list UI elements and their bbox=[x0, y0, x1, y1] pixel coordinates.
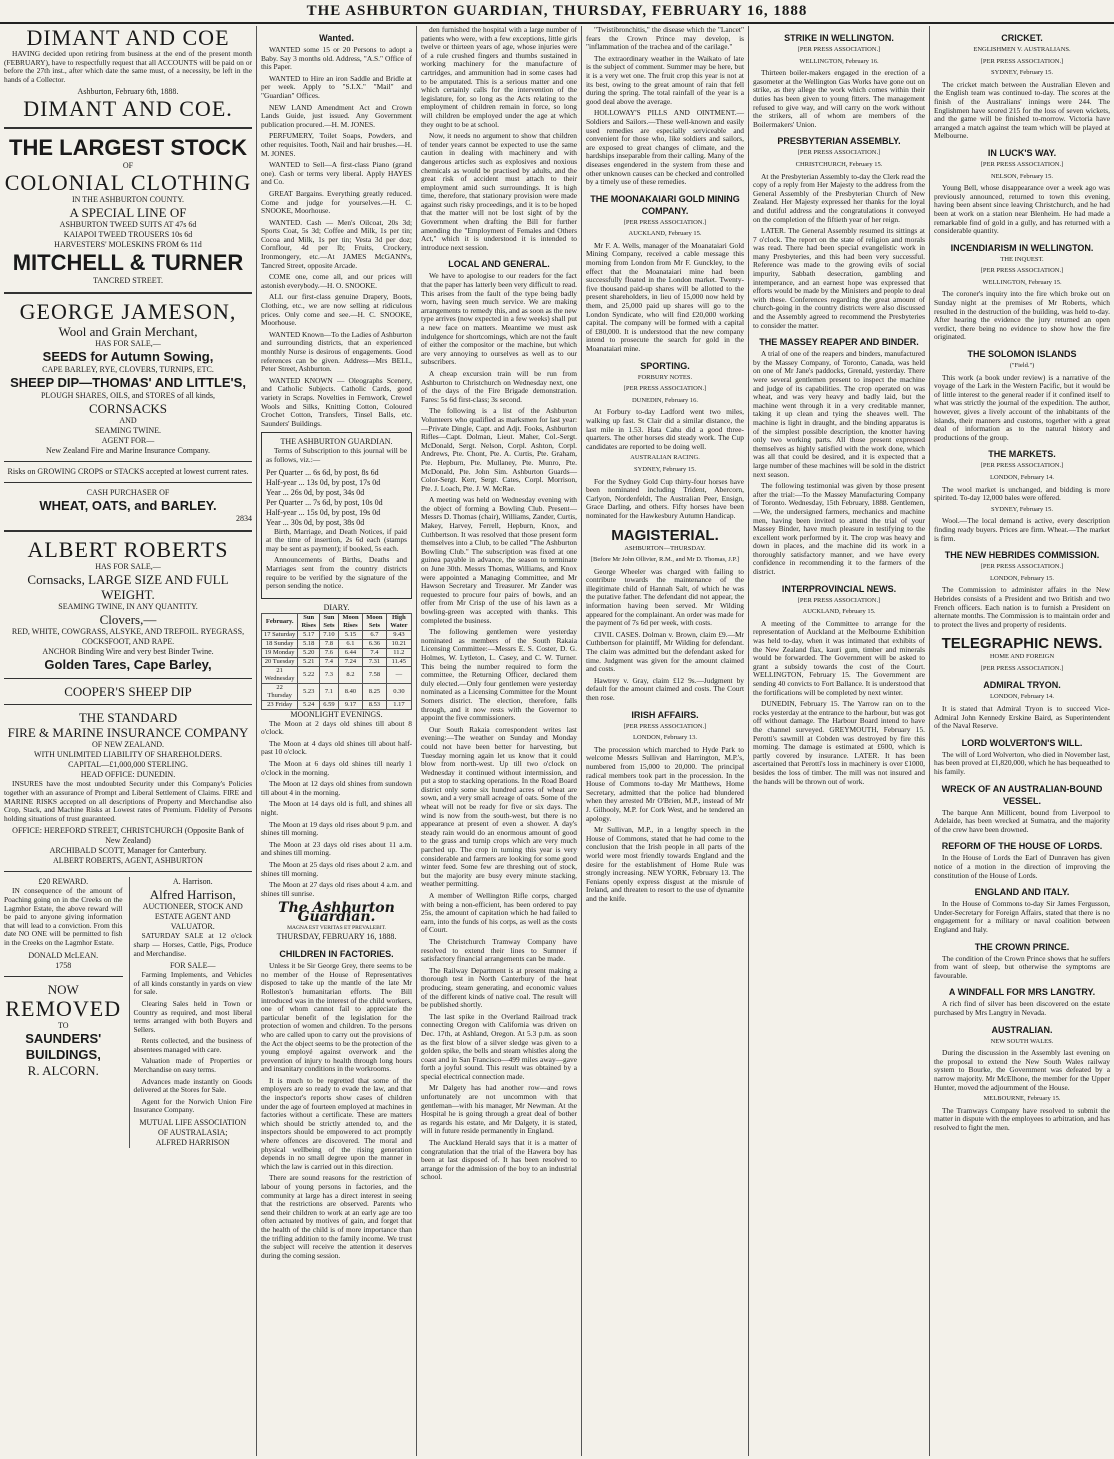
risks-line: Risks on GROWING CROPS or STACKS accepted at lowest current rates. bbox=[7, 467, 249, 477]
press-association-label: [PER PRESS ASSOCIATION.] bbox=[980, 462, 1064, 470]
harrison-ad bbox=[129, 877, 253, 1148]
divider bbox=[4, 678, 252, 679]
news-paragraph: DUNEDIN, February 15. The Yarrow ran on to the rocks yesterday at the entrance to the harbour, but was got off without damage. The Harbour Board intend to have the channel surveyed. GREYMOUTH, February 15. Perotti's sawmill at Cobden was destroyed by fire this morning. The damage is estimated at £600, which is partly covered by insurance. LATER. It has been ascertained that Perotti's loss in machinery is over £1000, besides the loss of timber. The mill was not insured and the hands will be thrown out of work. bbox=[753, 699, 925, 786]
diary-cell: 7.58 bbox=[363, 666, 387, 683]
diary-cell: 8.25 bbox=[363, 683, 387, 700]
news-paragraph: The barque Ann Millicent, bound from Liverpool to Adelaide, has been wrecked at Sumatra, and the majority of the crew have been drowned. bbox=[934, 807, 1110, 834]
diary-cell: 7.10 bbox=[320, 630, 339, 639]
moon-note: The Moon at 25 days old rises about 2 a.m. and shines till morning. bbox=[261, 860, 412, 878]
classified-ad: WANTED some 15 or 20 Persons to adopt a Baby. Say 3 months old. Address, "A.S." Office of this Paper. bbox=[261, 45, 412, 72]
diary-heading: DIARY. bbox=[323, 602, 350, 612]
news-paragraph: A member of Wellington Rifle corps, charged with being a non-efficient, has been ordered to pay 25s, the amount of capitation which he had failed to earn, into the funds of his corps, as well as the costs of Court. bbox=[421, 891, 577, 935]
press-association-label: [PER PRESS ASSOCIATION.] bbox=[623, 722, 707, 730]
seeds-list: CAPE BARLEY, RYE, CLOVERS, TURNIPS, ETC. bbox=[42, 365, 214, 375]
subscription-terms: Terms of Subscription to this journal will be as follows, viz.:— bbox=[266, 446, 407, 464]
cornsacks-line: Cornsacks, LARGE SIZE AND FULL WEIGHT. bbox=[27, 572, 229, 603]
reward-heading: £20 REWARD. bbox=[38, 877, 89, 887]
paper-motto: MAGNA EST VERITAS ET PREVALEBIT. bbox=[287, 924, 386, 931]
admiral-heading: ADMIRAL TRYON. bbox=[983, 680, 1061, 691]
moon-note: The Moon at 2 days old shines till about 8 o'clock. bbox=[261, 718, 412, 737]
moon-note: The Moon at 23 days old rises about 11 a.m. and shines till morning. bbox=[261, 839, 412, 858]
dateline: LONDON, February 14. bbox=[990, 473, 1054, 481]
diary-cell: 0.30 bbox=[386, 683, 411, 700]
australian-racing-subheading: AUSTRALIAN RACING. bbox=[630, 454, 700, 462]
announcements-notice: Announcements of Births, Deaths and Marriages sent from the country districts require to be verified by the signature of the person sending the notice. bbox=[266, 555, 407, 591]
presbyterian-heading: PRESBYTERIAN ASSEMBLY. bbox=[777, 136, 901, 147]
diary-column-header: Sun Rises bbox=[298, 613, 320, 630]
diary-header-row bbox=[262, 613, 412, 630]
diary-cell: 5.20 bbox=[298, 648, 320, 657]
divider bbox=[4, 482, 252, 483]
classified-ad: WANTED to Sell—A first-class Piano (grand one). Cash or terms very liberal. Apply HAYES and Co. bbox=[261, 160, 412, 187]
divider bbox=[4, 704, 252, 705]
hebrides-heading: THE NEW HEBRIDES COMMISSION. bbox=[944, 550, 1100, 561]
wanted-heading: Wanted. bbox=[319, 33, 354, 43]
divider bbox=[4, 530, 252, 532]
diary-cell: 5.17 bbox=[298, 630, 320, 639]
diary-body bbox=[262, 630, 412, 709]
clearing-text: Clearing Sales held in Town or Country as required, and most liberal terms arranged with both Buyers and Sellers. bbox=[133, 998, 252, 1034]
rents-text: Rents collected, and the business of absentees managed with care. bbox=[133, 1036, 252, 1054]
moon-note: The Moon at 12 days old shines from sundown till about 4 in the morning. bbox=[261, 779, 412, 797]
plough-line: PLOUGH SHARES, OILS, and STORES of all kinds, bbox=[40, 391, 216, 401]
standard-heading: THE STANDARD bbox=[78, 710, 178, 726]
dateline: AUCKLAND, February 15. bbox=[802, 608, 876, 616]
dateline: LONDON, February 15. bbox=[990, 574, 1054, 582]
forbury-subheading: FORBURY NOTES. bbox=[637, 373, 693, 381]
mclean-signature: DONALD McLEAN. bbox=[28, 950, 99, 960]
dimant-date: Ashburton, February 6th, 1888. bbox=[77, 87, 179, 97]
diary-cell: 21 Wednesday bbox=[262, 666, 298, 683]
divider bbox=[4, 292, 252, 294]
diary-cell: 7.3 bbox=[320, 666, 339, 683]
mutual-label: MUTUAL LIFE ASSOCIATION OF AUSTRALASIA; bbox=[139, 1118, 247, 1138]
subscription-rate: Per Quarter ... 6s 6d, by post, 8s 6d bbox=[266, 467, 379, 477]
news-paragraph: The will of Lord Wolverton, who died in November last, has been proved at £1,820,000, which he has bequeathed to his family. bbox=[934, 749, 1110, 777]
news-paragraph: For the Sydney Gold Cup thirty-four horses have been nominated including Trident, Abercorn, Carlyon, Nordenfeldt, The Australian Peer, Ensign, Grace Darling, and others. Fifty horses have been nominated for the Hawkesbury Autumn Handicap. bbox=[586, 476, 744, 520]
seaming-twine-line: SEAMING TWINE, IN ANY QUANTITY. bbox=[58, 602, 198, 612]
dateline: DUNEDIN, February 16. bbox=[631, 396, 699, 404]
news-paragraph: Our South Rakaia correspondent writes last evening:—The weather on Sunday and Monday could not have been better for harvesting, but Tuesday morning again let us know that it could blow from north-west. Up till two o'clock on Wednesday it continued without intermission, and put a stop to stacking operations. In the Road Board district only some six hundred acres of wheat are sown, and a very small acreage of oats. Some of the wheat will not be ready for five or six days. The wind is now from the south-west, but there is no appearance at present of even a shower. A day's steady rain would do an enormous amount of good to the grass and turnip crops which are very much parched up. The crop in turning this year is very considerable and farmers are looking for some good winter feed. Some few are threshing out of stock, but the majority are busy every minute stacking, weather permitting. bbox=[421, 724, 577, 889]
seeds-heading: SEEDS for Autumn Sowing, bbox=[42, 349, 214, 365]
diary-cell: — bbox=[386, 666, 411, 683]
dateline: NELSON, February 15. bbox=[990, 172, 1054, 180]
england-italy-heading: ENGLAND AND ITALY. bbox=[974, 887, 1070, 898]
classified-ad: WANTED Known—To the Ladies of Ashburton and surrounding districts, that an experienced monthly Nurse is desirous of engagements. Good references can be given. Address—Mrs BELL, Peter Street, Ashburton. bbox=[261, 329, 412, 374]
subscription-heading: THE ASHBURTON GUARDIAN. bbox=[280, 437, 393, 447]
diary-row bbox=[262, 657, 412, 666]
paper-dateline: THURSDAY, FEBRUARY 16, 1888. bbox=[276, 932, 397, 942]
interprovincial-heading: INTERPROVINCIAL NEWS. bbox=[781, 583, 897, 594]
classified-ad: WANTED. Cash — Men's Oilcoat, 20s 3d; Sports Coat, 5s 3d; Coffee and Milk, 1s per tin; Cocoa and Milk, 1s per tin; Vesta 3d per doz; Cornflour, 4d per lb; Fruits, Crockery, Ironmongery, etc.—At JAMES McGANN's, Tancred Street, opposite Arcade. bbox=[261, 217, 412, 270]
mitchell-turner-heading: MITCHELL & TURNER bbox=[12, 250, 244, 276]
dateline: LONDON, February 13. bbox=[633, 734, 697, 742]
subscription-rate: Half-year ... 15s 0d, by post, 19s 0d bbox=[266, 507, 381, 517]
nsw-subheading: NEW SOUTH WALES. bbox=[990, 1037, 1054, 1045]
harrison-signature: ALFRED HARRISON bbox=[155, 1138, 230, 1148]
moon-note: The Moon at 27 days old rises about 4 a.m. and shines till sunrise. bbox=[261, 880, 412, 898]
news-paragraph: A cheap excursion train will be run from Ashburton to Christchurch on Wednesday next, one of the days of the Fire Brigade demonstration. Fares: 5s 6d first-class; 3s second. bbox=[421, 368, 577, 404]
diary-cell: 20 Tuesday bbox=[262, 657, 298, 666]
diary-cell: 5.15 bbox=[338, 630, 362, 639]
news-paragraph: LATER. The General Assembly resumed its sittings at 7 o'clock. The report on the state of religion and morals was read. There had been special evangelistic work in many Presbyteries, and this had been very successful. Reference was made to the growing evils of social impurity, Sabbath desecration, gambling and intemperance, and an earnest hope was expressed that efforts would be made by the Ministers and people to deal with these. Conferences regarding the great amount of church-going in the country districts were also discussed and the Assembly agreed to recommend the Presbyteries to consider the matter. bbox=[753, 226, 925, 330]
diary-cell: 7.31 bbox=[363, 657, 387, 666]
article-paragraph: There are sound reasons for the restriction of labour of young persons in factories, and the community at large has a direct interest in seeing that the restrictions are observed. Parents who send their children to work at an early age are too often actuated by motives of gain, and forget that the health of the child is of more importance than the trifling addition to the family income. We trust the subject will receive the attention it deserves during the coming session. bbox=[261, 1173, 412, 1260]
diary-cell: 10.21 bbox=[386, 639, 411, 648]
inquest-subheading: THE INQUEST. bbox=[1000, 255, 1044, 263]
has-for-sale-label: HAS FOR SALE,— bbox=[95, 339, 161, 349]
news-paragraph: The Railway Department is at present making a thorough test in North Canterbury of the heat producing, steam generating, and economic values of the different kinds of native coal. The result will be published shortly. bbox=[421, 965, 577, 1010]
news-paragraph: The wool market is unchanged, and bidding is more spirited. To-day 12,000 bales were offered. bbox=[934, 484, 1110, 503]
diary-cell: 11.45 bbox=[386, 657, 411, 666]
news-paragraph: The Commission to administer affairs in the New Hebrides consists of a President and two British and two French officers. Each nation is to furnish a President on alternate months. The Commission is to maintain order and to protect the lives and property of residents. bbox=[934, 585, 1110, 629]
local-general-heading: LOCAL AND GENERAL. bbox=[448, 259, 550, 270]
news-paragraph: The Tramways Company have resolved to submit the matter in dispute with the employees to arbitration, and has resolved to fight the men. bbox=[934, 1105, 1110, 1132]
diary-row bbox=[262, 683, 412, 700]
dateline: MELBOURNE, February 15. bbox=[983, 1095, 1061, 1103]
paper-title: The Ashburton Guardian. bbox=[278, 900, 395, 925]
classified-ad: NEW LAND Amendment Act and Crown Lands Guide, just issued. Any Government publication procured.—H. M. JONES. bbox=[261, 102, 412, 129]
capital-label: CAPITAL—£1,000,000 STERLING. bbox=[68, 760, 188, 770]
diary-row bbox=[262, 666, 412, 683]
diary-row bbox=[262, 700, 412, 709]
diary-cell: 6.59 bbox=[320, 700, 339, 709]
diary-cell: 5.18 bbox=[298, 639, 320, 648]
diary-cell: 5.23 bbox=[298, 683, 320, 700]
diary-column-header: February. bbox=[262, 613, 298, 630]
diary-cell: 7.1 bbox=[320, 683, 339, 700]
sporting-heading: SPORTING. bbox=[640, 360, 690, 371]
births-notice: Birth, Marriage, and Death Notices, if paid at the time of insertion, 2s 6d each (stamps may be sent as payment); if booked, 5s each. bbox=[266, 526, 407, 553]
moon-note: The Moon at 19 days old rises about 9 p.m. and shines till morning. bbox=[261, 819, 412, 838]
masthead: THE ASHBURTON GUARDIAN, THURSDAY, FEBRUARY 16, 1888 bbox=[0, 0, 1114, 24]
left-ads bbox=[4, 877, 123, 1148]
classified-ad: WANTED to Hire an iron Saddle and Bridle at per week. Apply to "S.I.X." "Mail" and "Guardian" Offices. bbox=[261, 73, 412, 100]
diary-cell: 5.22 bbox=[298, 666, 320, 683]
special-line-heading: A SPECIAL LINE OF bbox=[69, 205, 187, 221]
jameson-heading: GEORGE JAMESON, bbox=[19, 299, 237, 325]
classified-column bbox=[256, 26, 416, 1456]
diary-cell: 9.17 bbox=[338, 700, 362, 709]
advances-text: Advances made instantly on Goods delivered at the Stores for Sale. bbox=[133, 1076, 252, 1095]
county-label: IN THE ASHBURTON COUNTY. bbox=[72, 195, 184, 205]
diary-table bbox=[261, 613, 412, 710]
solomon-heading: THE SOLOMON ISLANDS bbox=[967, 349, 1077, 360]
telegrams-column bbox=[748, 26, 929, 1456]
diary-row bbox=[262, 639, 412, 648]
dateline: SYDNEY, February 15. bbox=[991, 69, 1053, 77]
subscription-rate: Per Quarter ... 7s 6d, by post, 10s 0d bbox=[266, 497, 383, 507]
strike-heading: STRIKE IN WELLINGTON. bbox=[784, 33, 894, 43]
news-paragraph: Hawtrey v. Gray, claim £12 9s.—Judgment by default for the amount claimed and costs. The Court then rose. bbox=[586, 675, 744, 702]
seaming-twine-label: SEAMING TWINE. bbox=[94, 426, 162, 436]
tancred-street-label: TANCRED STREET. bbox=[93, 276, 163, 286]
press-association-label: [PER PRESS ASSOCIATION.] bbox=[980, 160, 1064, 168]
for-sale-label: FOR SALE— bbox=[169, 961, 216, 971]
alcorn-signature: R. ALCORN. bbox=[27, 1062, 99, 1078]
dimant-signature: DIMANT AND COE. bbox=[23, 96, 233, 122]
news-paragraph: A rich find of silver has been discovered on the estate purchased by Mrs Langtry in Nevada. bbox=[934, 999, 1110, 1017]
subscription-rate: Half-year ... 13s 0d, by post, 17s 0d bbox=[266, 477, 381, 487]
incendiarism-heading: INCENDIARISM IN WELLINGTON. bbox=[950, 242, 1094, 253]
unlimited-liability-label: WITH UNLIMITED LIABILITY OF SHAREHOLDERS. bbox=[34, 750, 222, 760]
magisterial-bench: [Before Mr John Ollivier, R.M., and Mr D. Thomas, J.P.] bbox=[590, 556, 740, 564]
reward-notice: IN consequence of the amount of Poaching going on in the Creeks on the Lagmhor Estate, the above reward will be paid to anyone giving information that will lead to a conviction. From this date NO ONE will be permitted to fish in the Creeks on the Lagmhor Estate. bbox=[4, 886, 123, 947]
dateline: AUCKLAND, February 15. bbox=[628, 230, 702, 238]
fire-marine-heading: FIRE & MARINE INSURANCE COMPANY bbox=[7, 725, 249, 741]
harrison-label: A. Harrison. bbox=[172, 877, 213, 887]
news-paragraph: A meeting of the Committee to arrange for the representation of Auckland at the Melbourne Exhibition was held to-day, when it was intimated that exhibits of the New Zealand flax, kauri gum, timber and minerals would be forwarded. The Government will be asked to grant a subsidy towards the cost of the Court. WELLINGTON, February 15. The Government are sending 40 convicts to Fort Ballance. It is understood that the fortifications will be completed by next winter. bbox=[753, 618, 925, 697]
magisterial-subheading: ASHBURTON—THURSDAY. bbox=[624, 544, 706, 552]
colonial-clothing-heading: COLONIAL CLOTHING bbox=[4, 170, 252, 196]
farming-text: Farming Implements, and Vehicles of all kinds constantly in yards on view for sale. bbox=[133, 970, 252, 997]
diary-cell: 7.4 bbox=[320, 657, 339, 666]
press-association-label: [PER PRESS ASSOCIATION.] bbox=[797, 46, 881, 53]
news-paragraph: CIVIL CASES. Dolman v. Brown, claim £9.—Mr Cuthbertson for plaintiff, Mr Wilding for defendant. The claim was admitted but the defendant asked for time. Judgment was given for the amount claimed and costs. bbox=[586, 629, 744, 674]
news-paragraph: Thirteen boiler-makers engaged in the erection of a gasometer at the Wellington Gas Works have gone out on strike, as they allege the work which comes within their duties has been given to young fitters. The management refused to give way, and will carry on the work without the strikers, all of whom are members of the Boilermakers' Union. bbox=[753, 68, 925, 129]
diary-cell: 19 Monday bbox=[262, 648, 298, 657]
news-paragraph: The following testimonial was given by those present after the trial:—To the Massey Manufacturing Company of Toronto. Wednesday, 15th February, 1888. Gentlemen,—We, the undersigned farmers, mechanics and machine men, having been invited to attend the trial of your Massey Binder, have much pleasure in testifying to the excellent work performed by it. The crop was heavy and down in places, and the machine did its work in a thoroughly satisfactory manner, and we have every confidence in recommending it to the farmers of the district. bbox=[753, 481, 925, 577]
dateline: SYDNEY, February 15. bbox=[634, 465, 696, 473]
news-paragraph: The last spike in the Overland Railroad track connecting Oregon with California was driven on Dec. 17th, at Ashland, Oregon. At 5.3 p.m. as soon as the first blow of a silver sledge was given to a golden spike, the bells and steam whistles along the coast and in San Francisco—499 miles away—gave forth a joyful sound. This result was obtained by a special electrical connection made. bbox=[421, 1011, 577, 1081]
news-paragraph: Wool.—The local demand is active, every description finding ready buyers. Prices are firm. Wheat.—The market is firm. bbox=[934, 516, 1110, 543]
windfall-heading: A WINDFALL FOR MRS LANGTRY. bbox=[948, 987, 1096, 998]
sheep-dip-heading: SHEEP DIP—THOMAS' AND LITTLE'S, bbox=[10, 375, 246, 391]
dimant-title: DIMANT AND COE bbox=[26, 26, 230, 50]
crown-prince-heading: THE CROWN PRINCE. bbox=[974, 941, 1070, 952]
diary-row bbox=[262, 648, 412, 657]
harrison-heading: Alfred Harrison, bbox=[149, 887, 236, 903]
local-news-column bbox=[416, 26, 581, 1456]
news-paragraph: It is stated that Admiral Tryon is to succeed Vice-Admiral John Kennedy Erskine Baird, as Superintendent of the Naval Reserve. bbox=[934, 704, 1110, 731]
divider bbox=[4, 461, 252, 462]
moon-note: The Moon at 6 days old shines till nearly 1 o'clock in the morning. bbox=[261, 759, 412, 777]
diary-cell: 8.53 bbox=[363, 700, 387, 709]
press-association-label: [PER PRESS ASSOCIATION.] bbox=[980, 664, 1064, 672]
reference-number: 2834 bbox=[236, 514, 252, 524]
diary-cell: 1.17 bbox=[386, 700, 411, 709]
news-column bbox=[581, 26, 748, 1456]
diary-cell: 6.1 bbox=[338, 639, 362, 648]
news-paragraph: The Auckland Herald says that it is a matter of congratulation that the trial of the Hawera boy has been at last disposed of. It has been resolved to arrange for the admission of the boy to an industrial school. bbox=[421, 1138, 577, 1182]
moon-note: The Moon at 4 days old shines till about half-past 10 o'clock. bbox=[261, 738, 412, 757]
agent-for-label: AGENT FOR— bbox=[101, 436, 155, 446]
diary-row bbox=[262, 630, 412, 639]
press-association-label: [PER PRESS ASSOCIATION.] bbox=[797, 596, 881, 604]
dimant-notice: HAVING decided upon retiring from business at the end of the present month (FEBRUARY), have to respectfully request that all ACCOUNTS will be paid on or before the 27th inst., after which date the same must, of a necessity, be left in the hands of a Collector. bbox=[4, 49, 252, 84]
cash-purchaser-label: CASH PURCHASER OF bbox=[86, 488, 170, 498]
lucky-heading: IN LUCK'S WAY. bbox=[987, 147, 1057, 158]
news-paragraph: Mr Dalgety has had another row—and rows unfortunately are not uncommon with that gentleman—with his manager, Mr Newman. At the Hospital he is going through a great deal of bother as regards his estate, and Mr Dalgety, it is stated, will in future reside permanently in England. bbox=[421, 1083, 577, 1136]
lower-ads-row bbox=[4, 877, 252, 1148]
clothing-line-1: ASHBURTON TWEED SUITS AT 47s 6d bbox=[59, 220, 197, 230]
diary-cell: 7.6 bbox=[320, 648, 339, 657]
diary-cell: 8.40 bbox=[338, 683, 362, 700]
news-paragraph: The cricket match between the Australian Eleven and the English team was continued to-day. The scores at the finish of the Australians' innings were 244. The Englishmen have scored 215 for the loss of seven wickets, and the game will be finished to-morrow. Victoria have arranged a match against the team which will be played at Melbourne. bbox=[934, 79, 1110, 141]
agent-name: ALBERT ROBERTS, AGENT, ASHBURTON bbox=[53, 856, 203, 866]
subscription-box bbox=[261, 432, 412, 598]
coopers-dip-heading: COOPER'S SHEEP DIP bbox=[64, 684, 192, 700]
diary-cell: 22 Thursday bbox=[262, 683, 298, 700]
news-paragraph: A meeting was held on Wednesday evening with the object of forming a Bowling Club. Present—Messrs D. Thomas (chair), Williams, Zander, Curtis, Makey, Harvey, Ferrell, Hepburn, Knox, and Cuthbertson. It was resolved that those present form themselves into a Club, to be called "The Ashburton Bowling Club." The subscription was fixed at one guinea payable in advance, the season to terminate on June 30th. Messrs Thomas, Williams, and Knox were appointed a Managing Committee, and Mr Hawson Secretary and Treasurer. Mr Zander was requested to procure four pairs of bowls, and an offer from Mr Crisp of the use of his lawn as a bowling-green was accepted with thanks. This completed the business. bbox=[421, 495, 577, 625]
news-paragraph: HOLLOWAY'S PILLS AND OINTMENT.—Soldiers and Sailors.—These well-known and easily used remedies are especially serviceable and convenient for those who, like soldiers and sailors, are exposed to great changes of climate, and the hardships inseparable from their calling. Many of the diseases engendered in the system from these and other unknown causes can be checked and controlled by a timely use of these remedies. bbox=[586, 108, 744, 187]
divider bbox=[4, 976, 123, 977]
news-paragraph: The following is a list of the Ashburton Volunteers who qualified as marksmen for last year:—Private Dingle, Capt. and Adjt. Fooks, Ashburton Rifles—Capt. Dolman, Lieut. Maher, Col.-Sergt. McDonald, Sergt. Nelson, Corpl. Ashton, Corpl. Andrews, Pte. Chont, Pte. A. Curtis, Pte. Graham, Pte. Hepburn, Pte. Mullaney, Pte. Munro, Pte. McDonald, Pte. John Sim. Ashburton Guards—Color-Sergt. Kerr, Sergt. Cates, Corpl. Morrison, Pte. J. Loach, Pte. J. W. McRae. bbox=[421, 406, 577, 493]
divider bbox=[4, 127, 252, 129]
manager-name: ARCHIBALD SCOTT, Manager for Canterbury. bbox=[49, 846, 207, 856]
news-paragraph: In the House of Commons to-day Sir James Fergusson, Under-Secretary for Foreign Affairs, stated that there is no engagement for a military or naval coalition between England and Italy. bbox=[934, 899, 1110, 934]
press-association-label: [PER PRESS ASSOCIATION.] bbox=[980, 267, 1064, 275]
anchor-wire-line: ANCHOR Binding Wire and very best Binder Twine. bbox=[42, 647, 214, 657]
news-paragraph: Mr Sullivan, M.P., in a lengthy speech in the House of Commons, stated that he had come to the conclusion that the Irish people in all parts of the world were most friendly towards England and the desire for the establishment of Home Rule was strongly increasing. NEW YORK, February 13. The Fenians openly express disgust at the misrule of Ireland, and threaten to resort to the use of dynamite and the knife. bbox=[586, 825, 744, 903]
news-paragraph: "Twistibronchitis," the disease which the "Lancet" fears the Crown Prince may develop, is "inflammation of the trachea and of the carilage." bbox=[586, 26, 744, 52]
insurance-notice: INSURES have the most undoubted Security under this Company's Policies together with an assurance of Prompt and Liberal Settlement of Claims. FIRE and MARINE RISKS accepted on all descriptions of Property and Merchandise also Crop, Stack, and Machine Risks at Lowest rates of Premium. Fidelity of Persons holding situations of trust guaranteed. bbox=[4, 779, 252, 823]
news-paragraph: At the Presbyterian Assembly to-day the Clerk read the copy of a reply from Her Majesty to the address from the General Assembly of the Presbyterian Church of New Zealand. Her Majesty expressed her thanks for the loyal and dutiful address and the congratulations it conveyed on the completion of the fiftieth year of her reign. bbox=[753, 171, 925, 224]
now-label: NOW bbox=[47, 981, 79, 997]
dateline: CHRISTCHURCH, February 15. bbox=[795, 160, 883, 168]
diary-cell: 11.2 bbox=[386, 648, 411, 657]
golden-tares-heading: Golden Tares, Cape Barley, bbox=[44, 657, 212, 673]
news-paragraph: George Wheeler was charged with failing to contribute towards the maintenance of the illegitimate child of Hannah Salt, of which he was the putative father. The defendant did not appear, the information having been served. Mr Wilding appeared for the complainant. An order was made for the payment of 7s 6d per week, with costs. bbox=[586, 566, 744, 628]
diary-cell: 8.2 bbox=[338, 666, 362, 683]
cricket-heading: CRICKET. bbox=[1001, 33, 1043, 43]
cornsacks-heading: CORNSACKS bbox=[88, 401, 168, 417]
wool-merchant-heading: Wool and Grain Merchant, bbox=[58, 324, 198, 340]
to-label: TO bbox=[57, 1020, 69, 1030]
press-association-label: [PER PRESS ASSOCIATION.] bbox=[623, 385, 707, 393]
wheat-oats-barley-heading: WHEAT, OATS, and BARLEY. bbox=[39, 498, 217, 514]
magisterial-heading: MAGISTERIAL. bbox=[611, 526, 719, 544]
clothing-line-2: KAIAPOI TWEED TROUSERS 10s 6d bbox=[63, 230, 193, 240]
diary-cell: 6.36 bbox=[363, 639, 387, 648]
diary-cell: 7.24 bbox=[338, 657, 362, 666]
subscription-rate: Year ... 30s 0d, by post, 38s 0d bbox=[266, 517, 365, 527]
news-paragraph: This work (a book under review) is a narrative of the voyage of the Lark in the Western Pacific, but it would be of little interest to the general reader if it confined itself to what was strictly the journal of the expedition. The author, however, gives a lively account of the inhabitants of the islands, their manners and customs, together with a great deal of information as to the natural history and productions of the group. bbox=[934, 372, 1110, 442]
news-paragraph: At Forbury to-day Ladford went two miles, walking up fast. St Clair did a similar distance, the last mile in 1.53. Hata Cahu did a good three-quarters. The other horses did steady work. The Cup candidates are reported to be doing well. bbox=[586, 407, 744, 451]
irish-affairs-heading: IRISH AFFAIRS. bbox=[631, 709, 699, 720]
press-association-label: [PER PRESS ASSOCIATION.] bbox=[980, 57, 1064, 65]
classified-ad: WANTED KNOWN — Oleographs Scenery, and Catholic Subjects. Catholic Cards, good variety in Scraps. Novelties in Fernwork, Crewel Wools and Silks, Knitting Cotton, Coloured Crochet Cotton, Transfers, Tinsel Balls, etc. Saunders' Buildings. bbox=[261, 375, 412, 428]
advertisement-column bbox=[0, 26, 256, 1456]
dateline: LONDON, February 14. bbox=[990, 693, 1054, 701]
wreck-heading: WRECK OF AN AUSTRALIAN-BOUND VESSEL. bbox=[941, 783, 1103, 806]
news-paragraph: During the discussion in the Assembly last evening on the proposal to extend the New South Wales railway system to Bourke, the Government was defeated by a narrow majority. Mr McElhone, the member for the Upper Hunter, moved the adjournment of the House. bbox=[934, 1048, 1110, 1092]
classified-ad: ALL our first-class genuine Drapery, Boots, Clothing, etc., we are now selling at ridiculous prices. Only come and see.—H. C. SNOOKE, Moorhouse. bbox=[261, 292, 412, 328]
news-paragraph: The coroner's inquiry into the fire which broke out on Sunday night at the premises of Mr Roberts, which resulted in the destruction of the building, was held to-day. After hearing the evidence the jury returned an open verdict, there being no evidence to show how the fire originated. bbox=[934, 289, 1110, 342]
of-new-zealand-label: OF NEW ZEALAND. bbox=[91, 740, 165, 750]
article-paragraph: den furnished the hospital with a large number of patients who were, with a few exceptions, little girls twelve or thirteen years of age, whose injuries were of a rule crushed fingers and thumbs sustained in working machinery for the manufacture of cartridges, and ammunition had in some cases had to be amputated. This is a serious matter and one which certainly calls for the intervention of the legislature, for, so long as the Acts relating to the employment of children remain in force, so long will children be employed under the age at which they ought to be at school. bbox=[421, 26, 577, 129]
news-paragraph: A trial of one of the reapers and binders, manufactured by the Massey Company, of Toronto, Canada, was held on one of Mr Jane's paddocks, Grenald, yesterday. There were several gentlemen present to inspect the machine and judge of its capabilities. The crop operated on was wheat, and was very heavy and badly laid, but the machine went through it in a very creditable manner, taking it up clean and tying the sheaves well. The machine is light in draught, and the binding apparatus is of the simplest possible description, the knotter having only two working parts. All those present expressed themselves as highly satisfied with the work done, which was all that could be desired, and it is expected that a large number of these machines will be sold in the district next season. bbox=[753, 349, 925, 479]
valuation-text: Valuation made of Properties or Merchandise on easy terms. bbox=[133, 1056, 252, 1075]
article-paragraph: Now, it needs no argument to show that children of tender years cannot be expected to use the same caution in dealing with machinery and with dangerous articles such as explosives and noxious chemicals as would be practised by adults, and the great risk of accident must attach to their employment amid such surroundings. It is high time, therefore, that stationary provision were made against such risky proceedings, and it is to be hoped that the matter will not be lost sight of by the Government when drafting the Bill for further amending the "Employment of Females and Others Act," which it is understood it is intended to introduce next session. bbox=[421, 131, 577, 252]
press-association-label: [PER PRESS ASSOCIATION.] bbox=[797, 149, 881, 157]
home-foreign-subheading: HOME AND FOREIGN bbox=[989, 653, 1055, 661]
markets-heading: THE MARKETS. bbox=[988, 449, 1056, 460]
press-association-label: [PER PRESS ASSOCIATION.] bbox=[623, 218, 707, 226]
diary-cell: 23 Friday bbox=[262, 700, 298, 709]
australian-heading: AUSTRALIAN. bbox=[991, 1024, 1053, 1035]
clovers-heading: Clovers,— bbox=[99, 612, 157, 628]
office-address: OFFICE: HEREFORD STREET, CHRISTCHURCH (Opposite Bank of New Zealand) bbox=[12, 826, 244, 846]
albert-roberts-heading: ALBERT ROBERTS bbox=[27, 537, 229, 563]
dateline: WELLINGTON, February 15. bbox=[982, 278, 1062, 286]
nz-fire-label: New Zealand Fire and Marine Insurance Company. bbox=[45, 446, 211, 456]
classified-ad: COME one, come all, and our prices will astonish everybody.—H. O. SNOOKE. bbox=[261, 272, 412, 290]
classified-ad: GREAT Bargains. Everything greatly reduced. Come and judge for yourselves.—H. C. SNOOKE, Moorhouse. bbox=[261, 188, 412, 216]
diary-cell: 6.7 bbox=[363, 630, 387, 639]
largest-stock-heading: THE LARGEST STOCK bbox=[9, 135, 247, 161]
solomon-subheading: ("Field.") bbox=[1009, 362, 1035, 370]
auctioneer-label: AUCTIONEER, STOCK AND ESTATE AGENT AND VALUATOR. bbox=[142, 902, 243, 932]
diary-cell: 5.21 bbox=[298, 657, 320, 666]
diary-column-header: High Water bbox=[386, 613, 411, 630]
diary-column-header: Moon Rises bbox=[338, 613, 362, 630]
diary-cell: 17 Saturday bbox=[262, 630, 298, 639]
diary-cell: 5.24 bbox=[298, 700, 320, 709]
saturday-sale-text: SATURDAY SALE at 12 o'clock sharp — Horses, Cattle, Pigs, Produce and Merchandise. bbox=[133, 931, 252, 958]
norwich-text: Agent for the Norwich Union Fire Insurance Company. bbox=[133, 1096, 252, 1115]
telegraphic-news-heading: TELEGRAPHIC NEWS. bbox=[941, 635, 1103, 653]
has-for-sale-label: HAS FOR SALE,— bbox=[95, 562, 161, 572]
news-paragraph: The condition of the Crown Prince shows that he suffers from want of sleep, but otherwise the symptoms are favourable. bbox=[934, 953, 1110, 980]
massey-heading: THE MASSEY REAPER AND BINDER. bbox=[759, 337, 919, 348]
diary-column-header: Moon Sets bbox=[363, 613, 387, 630]
reference-number: 1758 bbox=[55, 960, 72, 970]
reform-heading: REFORM OF THE HOUSE OF LORDS. bbox=[941, 841, 1103, 852]
clovers-list: RED, WHITE, COWGRASS, ALSYKE, AND TREFOIL. RYEGRASS, COCKSFOOT, AND RAPE. bbox=[11, 627, 245, 647]
diary-cell: 7.8 bbox=[320, 639, 339, 648]
head-office-label: HEAD OFFICE: DUNEDIN. bbox=[80, 770, 176, 780]
article-paragraph: Unless it be Sir George Grey, there seems to be no member of the House of Representatives disposed to take up the mantle of the late Mr Rolleston's humanitarian efforts. The Bill introduced was in the interest of the child workers, one of whom cannot fail to appreciate the particular benefit of the legislation for the protection of women and children. To the persons who are called upon to carry out the provisions of the Act the object seems to be the protection of the young employé against overwork and the prevention of injury to health through long hours and insanitary conditions in the workrooms. bbox=[261, 961, 412, 1074]
removed-heading: REMOVED bbox=[5, 995, 122, 1021]
classified-ad: PERFUMERY, Toilet Soaps, Powders, and other requisites. Tooth, Nail and hair brushes.—H. M. JONES. bbox=[261, 131, 412, 158]
news-paragraph: The following gentlemen were yesterday nominated as members of the South Rakaia Licensing Committee:—Messrs E. S. Coster, D. G. Holmes, W. Lytleton, L. Casey, and C. W. Turner. This being the number required to form the committee, the Returning Officer, declared them duly elected.—Only four gentlemen were yesterday nominated as a Licensing Committee for the Mount Somers district. The election, therefore, falls through, and it now rests with the Governor to appoint the five commissioners. bbox=[421, 627, 577, 723]
factories-heading: CHILDREN IN FACTORIES. bbox=[279, 949, 394, 960]
news-paragraph: The Christchurch Tramway Company have resolved to extend their lines to Sumner if satisfactory financial arrangements can be made. bbox=[421, 936, 577, 964]
moon-note: The Moon at 14 days old is full, and shines all night. bbox=[261, 799, 412, 818]
press-association-label: [PER PRESS ASSOCIATION.] bbox=[980, 563, 1064, 571]
dateline: SYDNEY, February 15. bbox=[991, 505, 1053, 513]
and-label: AND bbox=[119, 416, 137, 426]
news-paragraph: The procession which marched to Hyde Park to welcome Messrs Sullivan and Harrington, M.P.'s, numbered from 15,000 to 20,000. The principal radical members took part in the procession. In the House of Commons to-day Mr Matthews, Home Secretary, admitted that the police had blundered when they arrested Mr O'Brien, M.P., instead of Mr J. Gilhooly, M.P. for Cork West, and he tendered an apology. bbox=[586, 744, 744, 823]
foreign-news-column bbox=[929, 26, 1114, 1456]
diary-cell: 7.4 bbox=[363, 648, 387, 657]
dateline: WELLINGTON, February 16. bbox=[799, 57, 879, 65]
of-label: OF bbox=[122, 161, 134, 171]
news-paragraph: The extraordinary weather in the Waikato of late is the subject of comment. Summer may be here, but it is a very wet one. The fruit crop this year is not at its best, owing to the great amount of rain that fell during the spring. The total rainfall of the year is a good deal above the average. bbox=[586, 53, 744, 106]
news-paragraph: Mr F. A. Wells, manager of the Moanataiari Gold Mining Company, received a cable message this morning from London from Mr F. Gunckley, to the effect that the Moanataiari mine had been successfully floated in the London market. Twenty-five thousand paid-up shares will be allotted to the present shareholders, in lieu of 15,000 now held by them, and 25,000 paid up shares will go to the London Syndicate, who will find £20,000 working capital. The company will be formed with a capital of £80,000. It is understood that the new company intend to prosecute the search for gold in the Moanataiari mine. bbox=[586, 240, 744, 353]
diary-cell: 9.43 bbox=[386, 630, 411, 639]
news-paragraph: We have to apologise to our readers for the fact that the paper has latterly been very difficult to read. This arises from the fault of the type being badly worn, having seen much service. We are making arrangements to remedy this, and as soon as the new type arrives (now expected in a few weeks) shall put a new face on matters. Meantime we must ask indulgence for shortcomings, which are not the fault of either the compositor or the machine, but which are very annoying to ourselves as well as to our subscribers. bbox=[421, 271, 577, 367]
diary-column-header: Sun Sets bbox=[320, 613, 339, 630]
wolverton-heading: LORD WOLVERTON'S WILL. bbox=[961, 737, 1083, 748]
moonlight-heading: MOONLIGHT EVENINGS. bbox=[290, 709, 383, 719]
saunders-buildings-heading: SAUNDERS' BUILDINGS, bbox=[25, 1030, 102, 1062]
divider bbox=[4, 871, 252, 872]
article-paragraph: It is much to be regretted that some of the employers are so ready to evade the law, and that the inspector's reports show cases of children under the age of fourteen employed at machines in factories without a certificate. These are matters which should be strictly attended to, and the inspectors should be empowered to act promptly where offences are discovered. The moral and physical wellbeing of the rising generation depends in no small degree upon the manner in which the law is carried out in this direction. bbox=[261, 1075, 412, 1171]
clothing-line-3: HARVESTERS' MOLESKINS FROM 6s 11d bbox=[54, 240, 202, 250]
moonakaiari-heading: THE MOONAKAIARI GOLD MINING COMPANY. bbox=[590, 193, 740, 216]
news-paragraph: Young Bell, whose disappearance over a week ago was previously announced, returned to town this evening, having been absent since leaving Christchurch, and he had been at work on a station near Blenheim. He had made a remarkable find of gold in a gully, and has returned with a considerable quantity. bbox=[934, 183, 1110, 236]
diary-cell: 6.44 bbox=[338, 648, 362, 657]
diary-cell: 18 Sunday bbox=[262, 639, 298, 648]
subscription-rate: Year ... 26s 0d, by post, 34s 0d bbox=[266, 487, 365, 497]
cricket-subheading: ENGLISHMEN V. AUSTRALIANS. bbox=[973, 46, 1071, 53]
news-paragraph: In the House of Lords the Earl of Dunraven has given notice of a motion in the direction of improving the constitution of the House of Lords. bbox=[934, 853, 1110, 880]
